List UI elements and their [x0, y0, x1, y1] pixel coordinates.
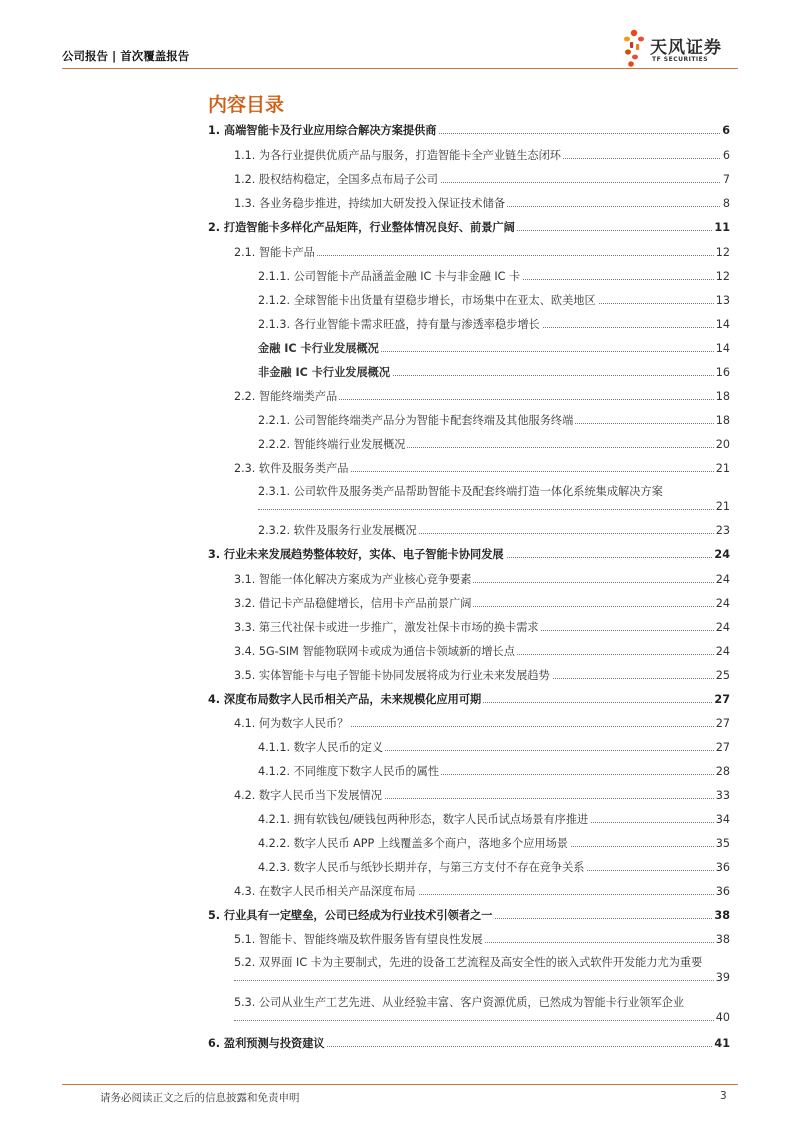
toc-entry-text: 1. 高端智能卡及行业应用综合解决方案提供商 — [208, 124, 437, 137]
toc-entry[interactable] — [208, 644, 730, 668]
toc-entry-page: 24 — [715, 573, 730, 586]
toc-entry[interactable] — [208, 764, 730, 788]
toc-entry-page: 6 — [722, 124, 730, 137]
footer-disclaimer: 请务必阅读正文之后的信息披露和免责申明 — [100, 1092, 300, 1104]
toc-entry-page: 38 — [715, 933, 730, 946]
toc-entry-page: 25 — [715, 669, 730, 682]
toc-entry-text: 4.3. 在数字人民币相关产品深度布局 — [234, 885, 416, 898]
toc-entry-page: 18 — [715, 390, 730, 403]
toc-entry-page: 35 — [715, 837, 730, 850]
toc-entry[interactable] — [208, 620, 730, 644]
toc-entry-page: 14 — [715, 318, 730, 331]
toc-entry[interactable] — [208, 884, 730, 908]
logo-mark-icon — [622, 27, 652, 69]
toc-entry[interactable] — [208, 461, 730, 485]
toc-entry-text: 3.2. 借记卡产品稳健增长，信用卡产品前景广阔 — [234, 597, 472, 610]
toc-entry[interactable] — [208, 596, 730, 620]
toc-entry[interactable] — [208, 668, 730, 692]
toc-entry[interactable] — [208, 956, 730, 992]
toc-entry-text: 3. 行业未来发展趋势整体较好，实体、电子智能卡协同发展 — [208, 548, 504, 561]
toc-entry-text: 2.2. 智能终端类产品 — [234, 390, 338, 403]
toc-entry-text: 1.2. 股权结构稳定，全国多点布局子公司 — [234, 173, 438, 186]
toc-entry[interactable] — [208, 317, 730, 341]
toc-entry[interactable] — [208, 932, 730, 956]
toc-entry-text: 2.1.3. 各行业智能卡需求旺盛，持有量与渗透率稳步增长 — [258, 318, 540, 331]
toc-entry[interactable] — [208, 196, 730, 220]
footer-divider — [62, 1084, 738, 1085]
toc-entry-text: 金融 IC 卡行业发展概况 — [258, 342, 379, 355]
page-number: 3 — [720, 1090, 727, 1102]
toc-entry[interactable] — [208, 220, 730, 244]
toc-entry[interactable] — [208, 148, 730, 172]
toc-entry[interactable] — [208, 836, 730, 860]
toc-entry-text: 2.3. 软件及服务类产品 — [234, 462, 349, 475]
toc-entry-page: 27 — [715, 741, 730, 754]
toc-entry-page: 24 — [714, 548, 730, 561]
toc-entry-page: 13 — [715, 294, 730, 307]
toc-entry-page: 36 — [715, 885, 730, 898]
toc-entry-text: 6. 盈利预测与投资建议 — [208, 1037, 325, 1050]
toc-entry[interactable] — [208, 572, 730, 596]
toc-entry[interactable] — [208, 716, 730, 740]
toc-entry-text: 4.1. 何为数字人民币？ — [234, 717, 349, 730]
toc-entry-text: 2.2.1. 公司智能终端类产品分为智能卡配套终端及其他服务终端 — [258, 414, 574, 427]
toc-entry-text: 2.1. 智能卡产品 — [234, 246, 315, 259]
toc-entry[interactable] — [208, 341, 730, 365]
toc-entry-page: 27 — [714, 693, 730, 706]
toc-entry-text: 5. 行业具有一定壁垒，公司已经成为行业技术引领者之一 — [208, 909, 493, 922]
toc-entry[interactable] — [208, 908, 730, 932]
toc-entry[interactable] — [208, 547, 730, 571]
toc-entry[interactable] — [208, 740, 730, 764]
toc-entry-text: 5.1. 智能卡、智能终端及软件服务皆有望良性发展 — [234, 933, 483, 946]
toc-entry[interactable] — [208, 1036, 730, 1060]
toc-entry-text: 2.3.1. 公司软件及服务类产品帮助智能卡及配套终端打造一体化系统集成解决方案 — [258, 485, 730, 499]
toc-entry[interactable] — [208, 123, 730, 147]
toc-entry-page: 34 — [715, 813, 730, 826]
toc-entry[interactable] — [208, 523, 730, 547]
toc-entry-page: 24 — [715, 597, 730, 610]
toc-entry[interactable] — [208, 389, 730, 413]
toc-entry-text: 3.4. 5G-SIM 智能物联网卡或成为通信卡领域新的增长点 — [234, 645, 515, 658]
toc-title: 内容目录 — [208, 94, 285, 116]
toc-entry-page: 23 — [715, 524, 730, 537]
toc-entry-text: 4.2.2. 数字人民币 APP 上线覆盖多个商户，落地多个应用场景 — [258, 837, 568, 850]
toc-entry[interactable] — [208, 788, 730, 812]
toc-entry-text: 2.2.2. 智能终端行业发展概况 — [258, 438, 406, 451]
toc-entry-text: 4.1.1. 数字人民币的定义 — [258, 741, 384, 754]
toc-entry-text: 4.2.1. 拥有软钱包/硬钱包两种形态，数字人民币试点场景有序推进 — [258, 813, 589, 826]
toc-entry-text: 3.3. 第三代社保卡或进一步推广，激发社保卡市场的换卡需求 — [234, 621, 539, 634]
toc-entry-text: 4. 深度布局数字人民币相关产品，未来规模化应用可期 — [208, 693, 482, 706]
toc-entry[interactable] — [208, 413, 730, 437]
company-logo — [622, 27, 742, 69]
header-report-type: 公司报告 | 首次覆盖报告 — [62, 49, 190, 63]
toc-entry[interactable] — [208, 812, 730, 836]
toc-entry-text: 2. 打造智能卡多样化产品矩阵，行业整体情况良好、前景广阔 — [208, 221, 515, 234]
toc-entry-page: 6 — [722, 149, 730, 162]
logo-english-name: TF SECURITIES — [652, 56, 709, 63]
toc-entry-page: 11 — [714, 221, 730, 234]
toc-entry-text: 1.1. 为各行业提供优质产品与服务，打造智能卡全产业链生态闭环 — [234, 149, 561, 162]
toc-entry-page: 28 — [715, 765, 730, 778]
toc-entry-page: 40 — [715, 1011, 730, 1024]
toc-entry[interactable] — [208, 293, 730, 317]
toc-entry-page: 24 — [715, 645, 730, 658]
toc-entry-page: 27 — [715, 717, 730, 730]
toc-entry-page: 36 — [715, 861, 730, 874]
toc-entry-text: 2.1.1. 公司智能卡产品涵盖金融 IC 卡与非金融 IC 卡 — [258, 270, 521, 283]
toc-entry[interactable] — [208, 485, 730, 521]
toc-entry[interactable] — [208, 365, 730, 389]
toc-entry[interactable] — [208, 437, 730, 461]
toc-entry-page: 7 — [722, 173, 730, 186]
toc-entry-page: 8 — [722, 197, 730, 210]
toc-entry-text: 4.2.3. 数字人民币与纸钞长期并存，与第三方支付不存在竞争关系 — [258, 861, 585, 874]
toc-entry-text: 1.3. 各业务稳步推进，持续加大研发投入保证技术储备 — [234, 197, 506, 210]
toc-entry-page: 21 — [715, 462, 730, 475]
logo-chinese-name: 天风证券 — [650, 38, 722, 58]
toc-entry-page: 41 — [714, 1037, 730, 1050]
toc-entry-text: 2.3.2. 软件及服务行业发展概况 — [258, 524, 417, 537]
toc-entry[interactable] — [208, 245, 730, 269]
toc-entry-page: 14 — [715, 342, 730, 355]
toc-entry[interactable] — [208, 172, 730, 196]
toc-entry-text: 5.2. 双界面 IC 卡为主要制式，先进的设备工艺流程及高安全性的嵌入式软件开发能力尤为重要 — [234, 956, 706, 970]
toc-entry-page: 24 — [715, 621, 730, 634]
toc-entry-text: 非金融 IC 卡行业发展概况 — [258, 366, 391, 379]
toc-entry-page: 21 — [715, 500, 730, 513]
toc-entry-text: 4.2. 数字人民币当下发展情况 — [234, 789, 382, 802]
toc-entry[interactable] — [208, 996, 730, 1032]
toc-entry-page: 39 — [715, 971, 730, 984]
toc-entry-page: 12 — [715, 270, 730, 283]
toc-entry-text: 5.3. 公司从业生产工艺先进、从业经验丰富、客户资源优质，已然成为智能卡行业领军企业 — [234, 996, 706, 1010]
toc-entry-page: 16 — [715, 366, 730, 379]
toc-entry[interactable] — [208, 860, 730, 884]
toc-entry-text: 3.1. 智能一体化解决方案成为产业核心竞争要素 — [234, 573, 472, 586]
toc-entry-page: 20 — [715, 438, 730, 451]
header-divider — [62, 68, 738, 69]
toc-entry-page: 12 — [715, 246, 730, 259]
toc-entry-text: 3.5. 实体智能卡与电子智能卡协同发展将成为行业未来发展趋势 — [234, 669, 550, 682]
toc-entry-text: 2.1.2. 全球智能卡出货量有望稳步增长，市场集中在亚太、欧美地区 — [258, 294, 596, 307]
toc-entry-page: 18 — [715, 414, 730, 427]
toc-entry[interactable] — [208, 692, 730, 716]
toc-entry-page: 38 — [714, 909, 730, 922]
toc-entry-page: 33 — [715, 789, 730, 802]
toc-entry[interactable] — [208, 269, 730, 293]
toc-entry-text: 4.1.2. 不同维度下数字人民币的属性 — [258, 765, 440, 778]
